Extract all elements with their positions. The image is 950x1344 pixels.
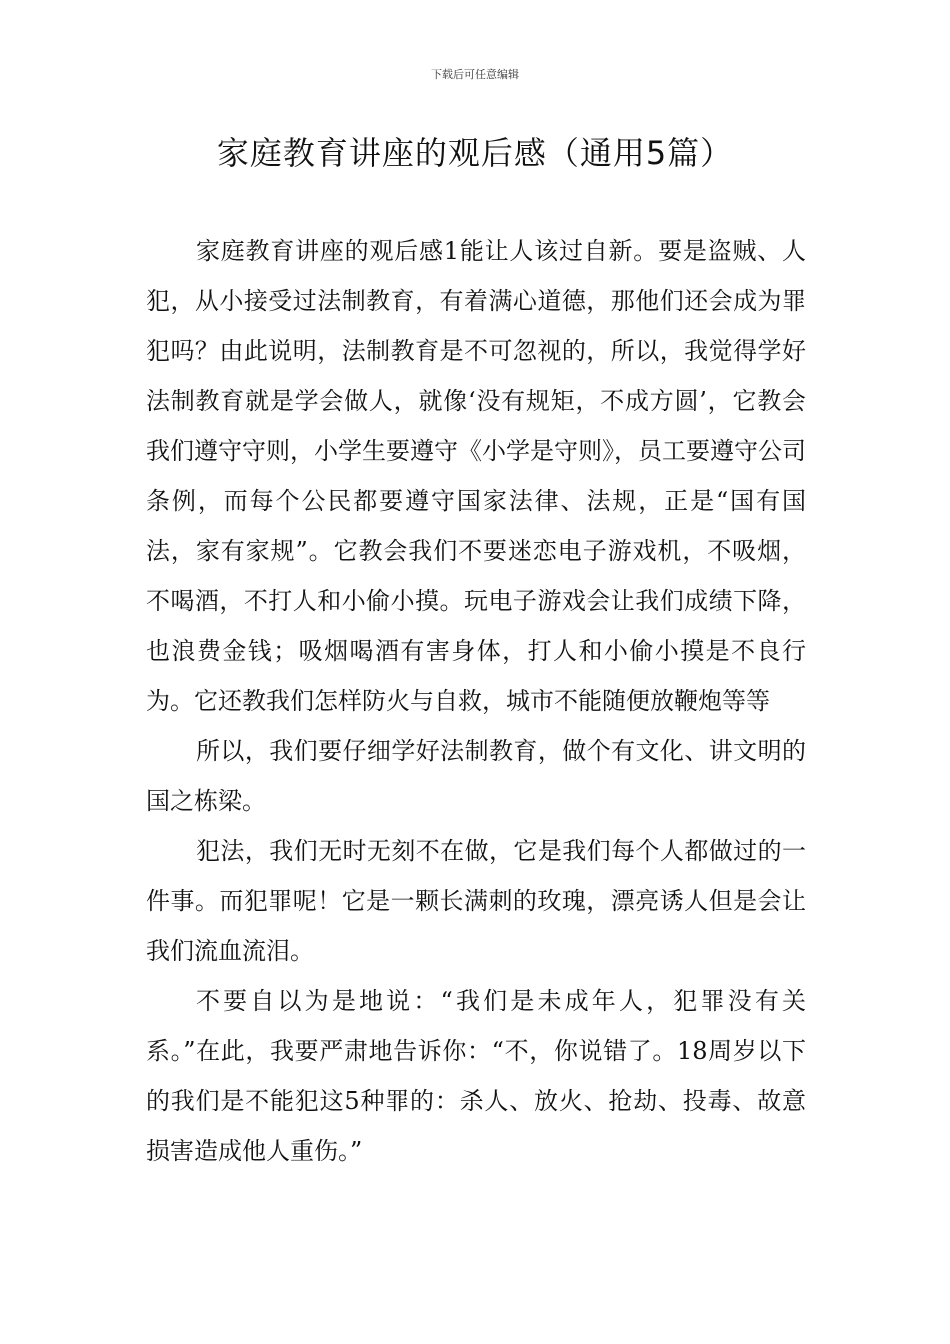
paragraph-2: 所以，我们要仔细学好法制教育，做个有文化、讲文明的国之栋梁。 [146,737,806,815]
paragraph-4: 不要自以为是地说：“我们是未成年人，犯罪没有关系。”在此，我要严肃地告诉你：“不，你说错了。18周岁以下的我们是不能犯这5种罪的：杀人、放火、抢劫、投毒、故意损害造成他人重伤。” [146,987,806,1165]
header-note: 下载后可任意编辑 [431,68,519,81]
paragraph-1: 家庭教育讲座的观后感1能让人该过自新。要是盗贼、人犯，从小接受过法制教育，有着满心道德，那他们还会成为罪犯吗？由此说明，法制教育是不可忽视的，所以，我觉得学好法制教育就是学会做人，就像‘没有规矩，不成方圆’，它教会我们遵守守则，小学生要遵守《小学是守则》，员工要遵守公司条例，而每个公民都要遵守国家法律、法规，正是“国有国法，家有家规”。它教会我们不要迷恋电子游戏机，不吸烟，不喝酒，不打人和小偷小摸。玩电子游戏会让我们成绩下降，也浪费金钱；吸烟喝酒有害身体，打人和小偷小摸是不良行为。它还教我们怎样防火与自救，城市不能随便放鞭炮等等 [146,237,806,715]
document-title: 家庭教育讲座的观后感（通用5篇） [216,134,734,172]
paragraph-3: 犯法，我们无时无刻不在做，它是我们每个人都做过的一件事。而犯罪呢！它是一颗长满刺的玫瑰，漂亮诱人但是会让我们流血流泪。 [146,837,806,965]
document-body [146,226,806,1176]
